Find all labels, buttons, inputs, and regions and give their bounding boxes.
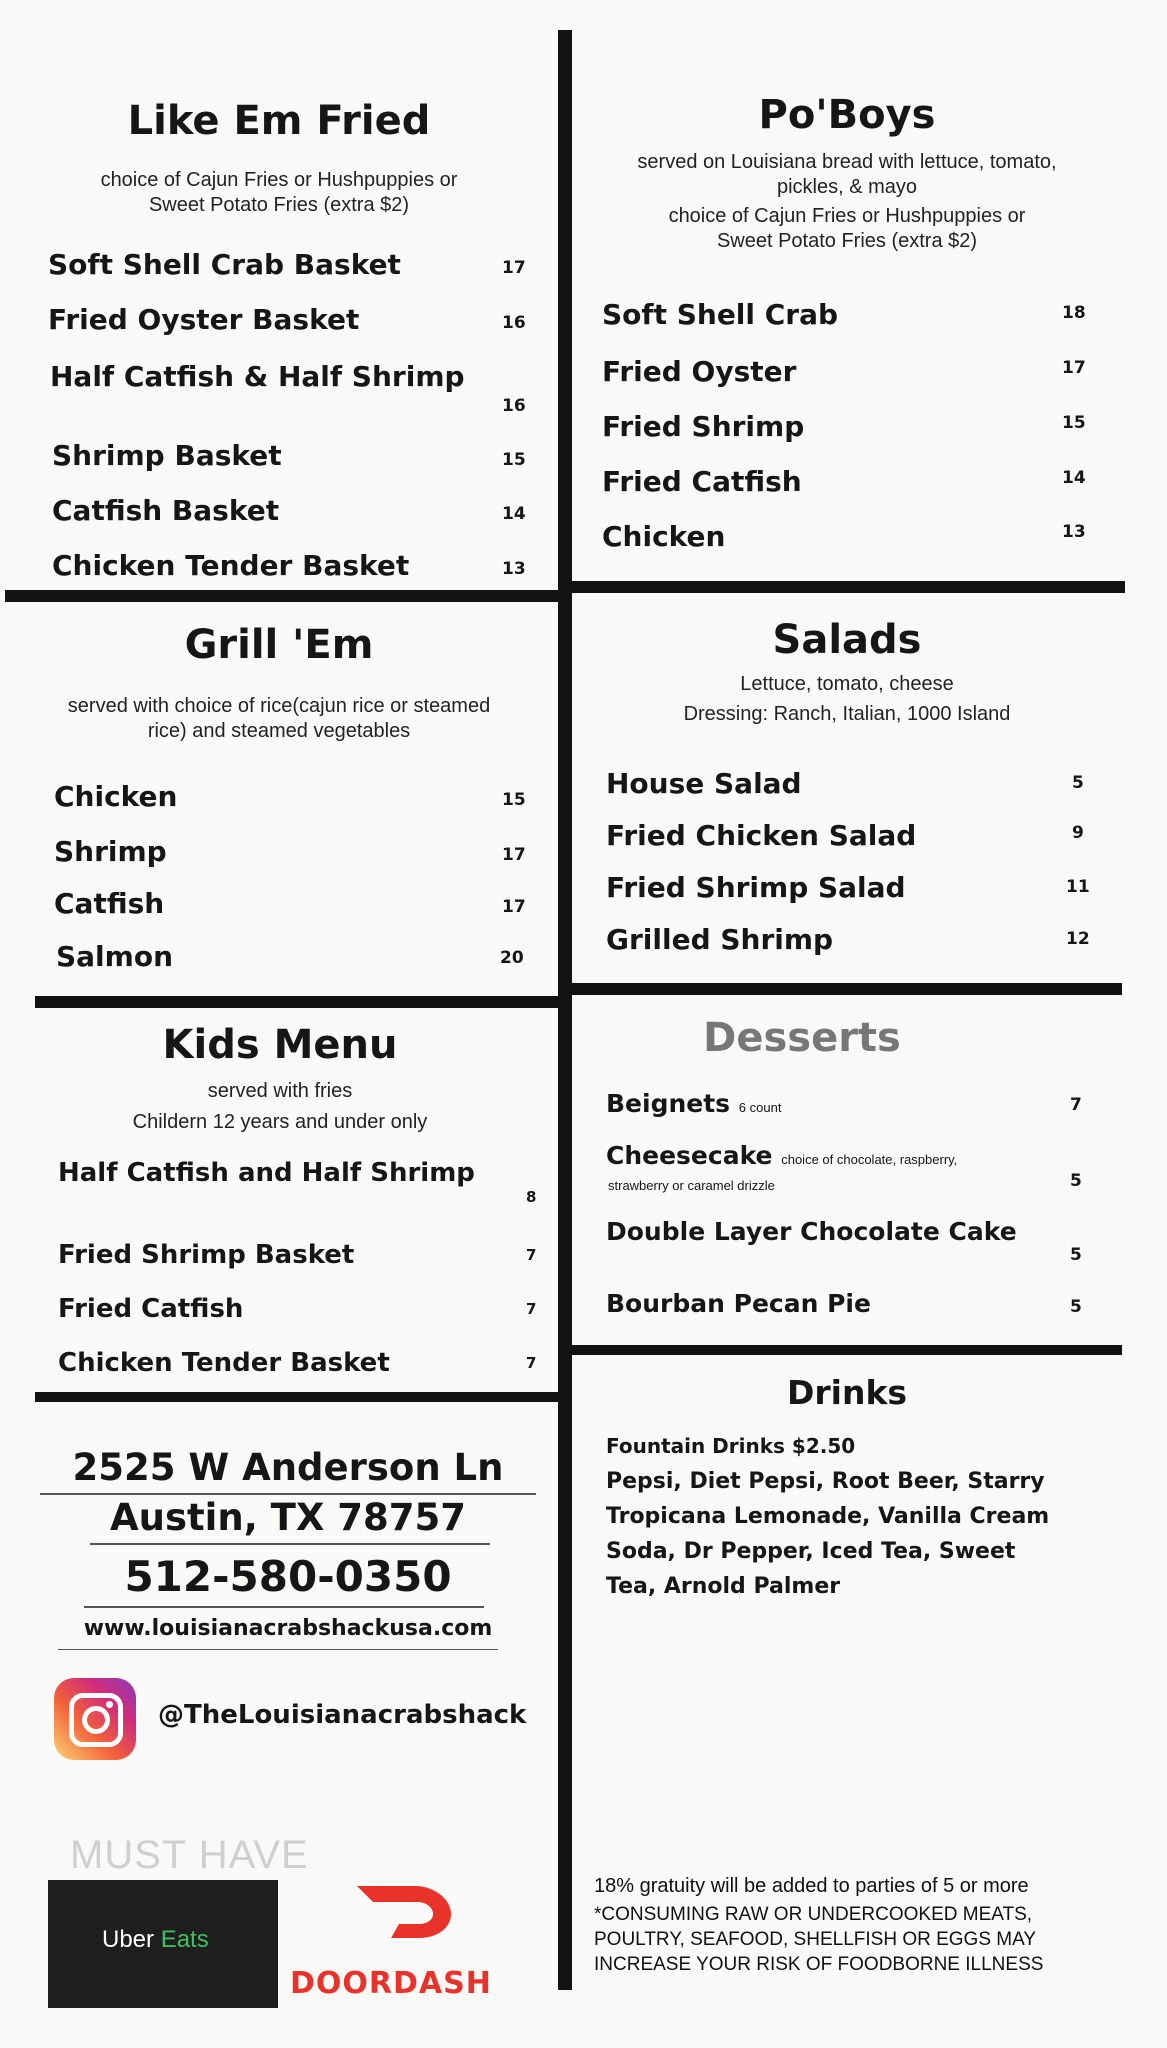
subtitle-line: served with fries [207, 1080, 353, 1102]
menu-item-name: Fried Oyster [602, 355, 797, 388]
divider-right-1 [572, 581, 1125, 593]
menu-item-price: 18 [1062, 303, 1086, 323]
subtitle-line: choice of Cajun Fries or Hushpuppies or [668, 205, 1026, 227]
menu-item-price: 5 [1070, 1171, 1082, 1191]
phone-number: 512-580-0350 [124, 1552, 452, 1601]
subtitle-line: served on Louisiana bread with lettuce, tomato, [637, 151, 1057, 173]
menu-item-price: 8 [526, 1188, 537, 1206]
menu-item-price: 17 [502, 845, 526, 865]
subtitle-line: Lettuce, tomato, cheese [740, 673, 954, 695]
dessert-name: Beignets [606, 1089, 731, 1118]
menu-item-name: Fried Oyster Basket [48, 303, 360, 336]
menu-item-price: 5 [1072, 773, 1084, 793]
menu-item-price: 16 [502, 313, 526, 333]
menu-item-price: 17 [1062, 358, 1086, 378]
menu-item-price: 5 [1070, 1297, 1082, 1317]
menu-item-name: Shrimp [54, 835, 167, 868]
menu-item-name: Double Layer Chocolate Cake [606, 1217, 1017, 1246]
menu-item-price: 14 [502, 504, 526, 524]
section-like-em-fried [0, 0, 558, 590]
menu-item-price: 7 [526, 1354, 537, 1372]
menu-item-price: 7 [1070, 1095, 1082, 1115]
menu-item-price: 17 [502, 897, 526, 917]
menu-item-name: Soft Shell Crab [602, 298, 839, 331]
warning-line: INCREASE YOUR RISK OF FOODBORNE ILLNESS [594, 1954, 1044, 1975]
menu-item-price: 15 [502, 450, 526, 470]
menu-item-price: 11 [1066, 877, 1090, 897]
menu-item-name: Fried Catfish [602, 465, 802, 498]
section-kids-menu [0, 1008, 558, 1392]
menu-item-name [606, 1089, 781, 1118]
address-city: Austin, TX 78757 [109, 1496, 467, 1539]
warning-line: *CONSUMING RAW OR UNDERCOOKED MEATS, [594, 1904, 1033, 1925]
menu-item-name: Shrimp Basket [52, 439, 282, 472]
section-title: Grill 'Em [184, 622, 374, 668]
subtitle-line: Childern 12 years and under only [132, 1111, 428, 1133]
drinks-line: Tea, Arnold Palmer [606, 1574, 841, 1599]
menu-item-name: Catfish Basket [52, 494, 280, 527]
menu-item-name: Soft Shell Crab Basket [48, 248, 401, 281]
section-subtitle [572, 150, 1122, 254]
menu-item-name: Fried Catfish [58, 1294, 244, 1324]
divider-left-2 [35, 996, 560, 1008]
eats-label: Eats [160, 1926, 209, 1953]
menu-item-price: 20 [500, 948, 524, 968]
subtitle-line: pickles, & mayo [776, 176, 918, 198]
menu-item-price: 7 [526, 1300, 537, 1318]
drinks-line: Fountain Drinks $2.50 [606, 1434, 856, 1458]
menu-item-price: 13 [502, 559, 526, 579]
menu-item-name: Chicken [54, 780, 178, 813]
subtitle-line: Dressing: Ranch, Italian, 1000 Island [683, 703, 1011, 725]
divider-right-3 [572, 1345, 1122, 1355]
menu-item-name: House Salad [606, 767, 802, 800]
underline [40, 1493, 536, 1495]
drinks-line: Pepsi, Diet Pepsi, Root Beer, Starry [606, 1469, 1045, 1494]
menu-item-price: 15 [1062, 413, 1086, 433]
section-poboys [572, 0, 1167, 581]
contact-block [0, 1402, 558, 1822]
menu-item-price: 16 [502, 396, 526, 416]
section-title: Salads [772, 617, 922, 663]
center-divider [558, 30, 572, 1990]
underline [90, 1543, 490, 1545]
dessert-note: choice of chocolate, raspberry, [781, 1152, 958, 1167]
menu-item-name: Grilled Shrimp [606, 923, 834, 956]
section-desserts [572, 995, 1167, 1345]
menu-item-name: Fried Shrimp Salad [606, 871, 906, 904]
subtitle-line: Sweet Potato Fries (extra $2) [716, 230, 978, 252]
section-drinks [572, 1355, 1167, 1655]
menu-item-name: Catfish [54, 887, 165, 920]
instagram-handle[interactable]: @TheLouisianacrabshack [158, 1700, 527, 1730]
menu-item-name: Chicken Tender Basket [58, 1348, 390, 1378]
section-subtitle [572, 669, 1122, 729]
section-subtitle [0, 1076, 560, 1138]
menu-item-price: 17 [502, 258, 526, 278]
drinks-line: Soda, Dr Pepper, Iced Tea, Sweet [606, 1539, 1016, 1564]
gratuity-note: 18% gratuity will be added to parties of 5 or more [594, 1875, 1029, 1897]
menu-item-price: 13 [1062, 522, 1086, 542]
section-salads [572, 593, 1167, 983]
uber-eats-logo[interactable] [48, 1880, 278, 2008]
menu-item-name: Fried Shrimp Basket [58, 1240, 355, 1270]
section-subtitle [0, 694, 558, 744]
section-title: Kids Menu [162, 1022, 398, 1068]
uber-label: Uber [102, 1926, 155, 1953]
watermark-line: MUST HAVE [70, 1833, 309, 1877]
divider-right-2 [572, 983, 1122, 995]
section-title: Drinks [786, 1373, 908, 1412]
doordash-icon[interactable] [355, 1880, 455, 1942]
subtitle-line: Sweet Potato Fries (extra $2) [148, 194, 410, 216]
menu-item-name: Salmon [56, 940, 174, 973]
section-grill-em [0, 602, 558, 996]
menu-item-price: 15 [502, 790, 526, 810]
menu-item-name: Half Catfish and Half Shrimp [58, 1158, 475, 1188]
menu-item-name: Fried Shrimp [602, 410, 805, 443]
drinks-list [606, 1429, 1126, 1604]
subtitle-line: choice of Cajun Fries or Hushpuppies or [100, 169, 458, 191]
divider-left-1 [5, 590, 565, 602]
address-street: 2525 W Anderson Ln [72, 1446, 504, 1489]
warning-line: POULTRY, SEAFOOD, SHELLFISH OR EGGS MAY [594, 1929, 1037, 1950]
dessert-note: 6 count [738, 1100, 782, 1115]
section-title: Po'Boys [758, 92, 936, 138]
menu-item-price: 14 [1062, 468, 1086, 488]
divider-left-3 [35, 1392, 560, 1402]
drinks-line: Tropicana Lemonade, Vanilla Cream [606, 1504, 1050, 1529]
doordash-label: DOORDASH [290, 1966, 492, 2001]
menu-item-price: 7 [526, 1246, 537, 1264]
menu-item-price: 12 [1066, 929, 1090, 949]
dessert-note: strawberry or caramel drizzle [608, 1178, 775, 1193]
menu-item-price: 5 [1070, 1245, 1082, 1265]
section-title: Like Em Fried [127, 98, 431, 144]
underline [58, 1649, 498, 1650]
menu-item-name: Bourban Pecan Pie [606, 1289, 871, 1318]
menu-item-name: Half Catfish & Half Shrimp [50, 360, 465, 393]
menu-item-name: Fried Chicken Salad [606, 819, 917, 852]
section-title: Desserts [703, 1015, 901, 1061]
menu-item-name [606, 1141, 957, 1170]
menu-item-name: Chicken Tender Basket [52, 549, 410, 582]
food-safety-warning [594, 1902, 1134, 1977]
instagram-icon[interactable] [54, 1678, 136, 1760]
dessert-name: Cheesecake [606, 1141, 773, 1170]
menu-item-name: Chicken [602, 520, 726, 553]
underline [84, 1606, 484, 1608]
subtitle-line: rice) and steamed vegetables [147, 720, 411, 742]
menu-item-price: 9 [1072, 823, 1084, 843]
subtitle-line: served with choice of rice(cajun rice or steamed [67, 695, 491, 717]
website-link[interactable]: www.louisianacrabshackusa.com [83, 1616, 493, 1641]
section-subtitle [0, 168, 558, 218]
